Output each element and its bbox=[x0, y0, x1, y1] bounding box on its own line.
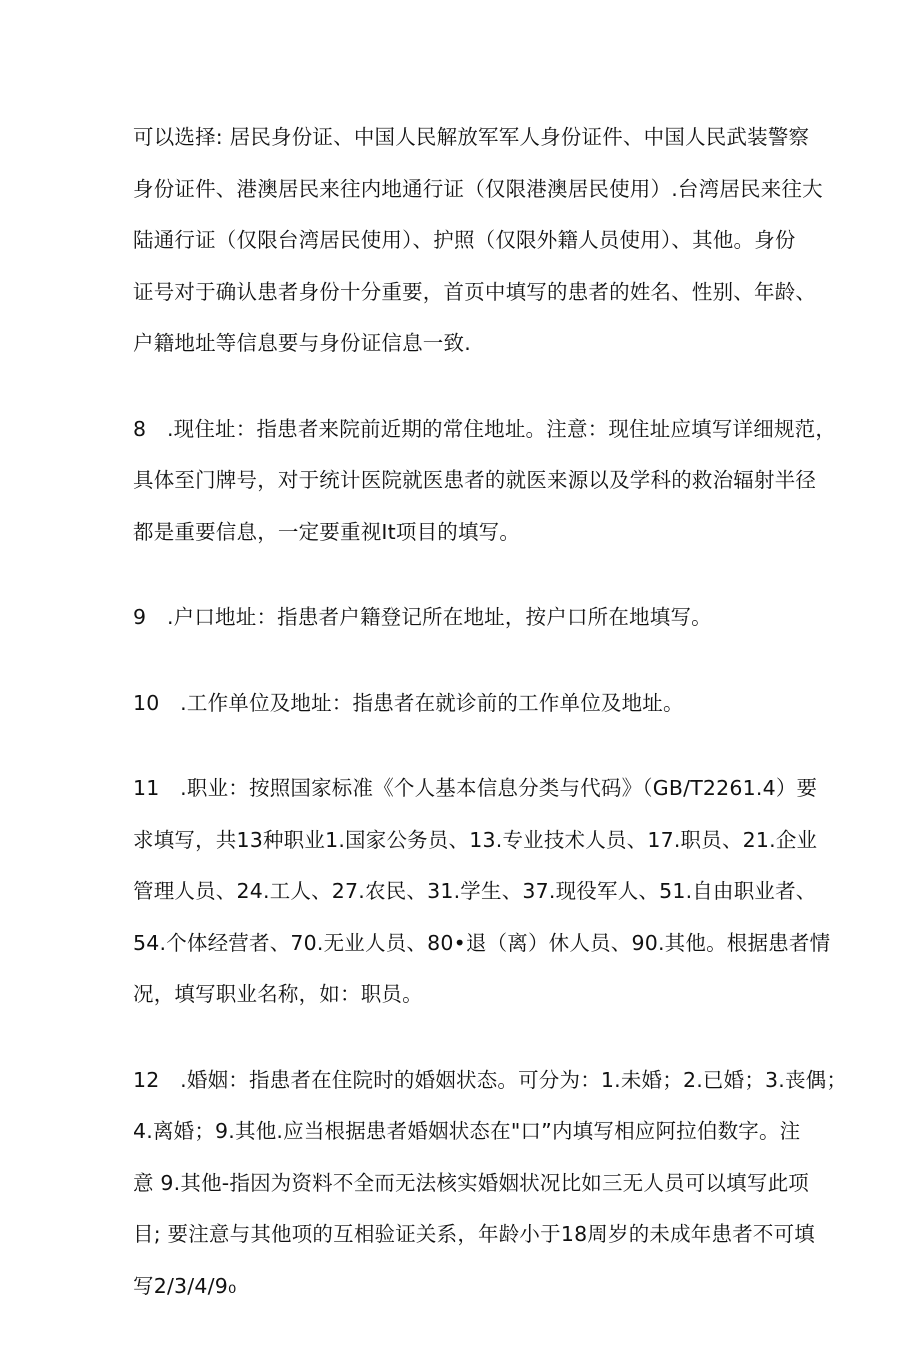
text-line: 可以选择: 居民身份证、中国人民解放军军人身份证件、中国人民武装警察 bbox=[133, 125, 810, 149]
text-line: 写2/3/4/9₀ bbox=[133, 1273, 237, 1298]
text-line: 求填写，共13种职业1.国家公务员、13.专业技术人员、17.职员、21.企业 bbox=[133, 827, 818, 852]
paragraph-id-card-note bbox=[133, 112, 823, 370]
text-line: 11 .职业：按照国家标准《个人基本信息分类与代码》（GB/T2261.4）要 bbox=[133, 776, 818, 800]
paragraph-item-10 bbox=[133, 678, 813, 730]
text-line: 证号对于确认患者身份十分重要，首页中填写的患者的姓名、性别、年龄、 bbox=[133, 279, 817, 304]
text-line: 身份证件、港澳居民来往内地通行证（仅限港澳居民使用）.台湾居民来往大 bbox=[133, 176, 823, 201]
document-page bbox=[133, 112, 848, 1346]
text-line: 管理人员、24.工人、27.农民、31.学生、37.现役军人、51.自由职业者、 bbox=[133, 879, 817, 903]
text-line: 10 .工作单位及地址：指患者在就诊前的工作单位及地址。 bbox=[133, 690, 684, 715]
text-line: 陆通行证（仅限台湾居民使用）、护照（仅限外籍人员使用）、其他。身份 bbox=[133, 228, 796, 252]
text-line: 54.个体经营者、70.无业人员、80•退（离）休人员、90.其他。根据患者情 bbox=[133, 930, 831, 955]
text-line: 4.离婚；9.其他.应当根据患者婚姻状态在"口”内填写相应阿拉伯数字。注 bbox=[133, 1119, 801, 1143]
paragraph-item-8 bbox=[133, 404, 837, 559]
text-line: 9 .户口地址：指患者户籍登记所在地址，按户口所在地填写。 bbox=[133, 605, 712, 629]
text-line: 12 .婚姻：指患者在住院时的婚姻状态。可分为：1.未婚；2.已婚；3.丧偶； bbox=[133, 1067, 848, 1092]
text-line: 都是重要信息，一定要重视It项目的填写。 bbox=[133, 519, 521, 544]
paragraph-item-9 bbox=[133, 592, 813, 644]
text-line: 目; 要注意与其他项的互相验证关系，年龄小于18周岁的未成年患者不可填 bbox=[133, 1222, 816, 1246]
text-line: 具体至门牌号，对于统计医院就医患者的就医来源以及学科的救治辐射半径 bbox=[133, 468, 817, 492]
text-line: 况，填写职业名称，如：职员。 bbox=[133, 982, 423, 1006]
text-line: 8 .现住址：指患者来院前近期的常住地址。注意：现住址应填写详细规范， bbox=[133, 416, 837, 441]
paragraph-item-12 bbox=[133, 1055, 848, 1313]
text-line: 意 9.其他-指因为资料不全而无法核实婚姻状况比如三无人员可以填写此项 bbox=[133, 1170, 809, 1195]
text-line: 户籍地址等信息要与身份证信息一致. bbox=[133, 331, 471, 355]
paragraph-item-11 bbox=[133, 763, 831, 1021]
